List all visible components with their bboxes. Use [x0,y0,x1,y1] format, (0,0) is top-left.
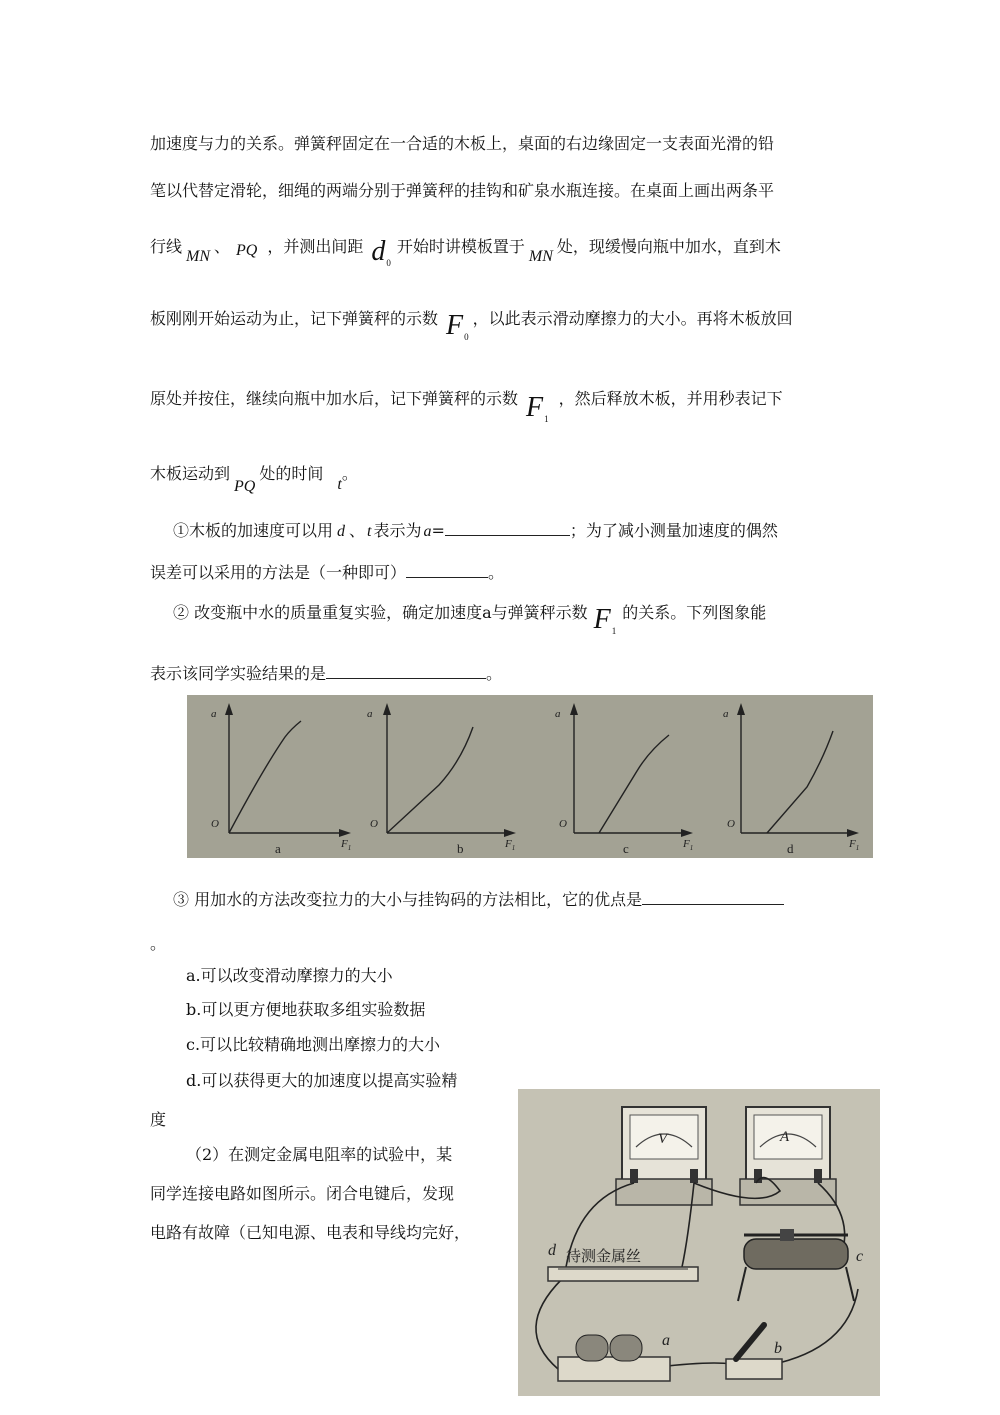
axis-x-label: $F_1$ [683,838,694,852]
text: 处，现缓慢向瓶中加水，直到木 [556,237,781,256]
graph-label: c [623,841,629,856]
question-3-line-2: 。 [150,934,167,953]
math-d: d [371,236,386,267]
text: ③ 用加水的方法改变拉力的大小与挂钩码的方法相比，它的优点是 [173,890,643,909]
math-f1 [594,604,617,635]
math-f: F [446,310,464,341]
math-f0 [446,310,469,341]
axis-y-label: a [367,708,373,720]
origin-label: O [211,818,219,830]
graph-label: b [457,841,464,856]
math-mn: MN [186,248,211,265]
point-d-label: d [548,1242,556,1259]
text: 处的时间 [259,464,324,483]
point-c-label: c [856,1248,864,1265]
axis-x-label: $F_1$ [505,838,516,852]
graph-a [211,703,351,856]
text: 行线 [150,237,183,256]
math-f: F [593,604,611,635]
axis-y-label: a [723,708,729,720]
option-d-continuation: 度 [150,1110,167,1129]
curve-a [229,721,301,833]
math-mn: MN [528,248,553,265]
text: 。 [488,563,505,582]
graph-panel [187,695,873,858]
text: 、 [349,521,366,540]
paragraph-line-6 [150,463,358,495]
point-b-label: b [774,1340,782,1357]
text: 表示该同学实验结果的是 [150,664,327,683]
answer-blank-advantage[interactable] [642,890,784,905]
question-2-line-1 [173,599,767,636]
text: 板刚刚开始运动为止，记下弹簧秤的示数 [150,309,439,328]
question-2-line-2 [150,663,502,685]
math-d: d [337,523,346,540]
math-f: F [526,392,544,423]
text: ①木板的加速度可以用 [173,521,334,540]
math-a: a [423,523,432,540]
paragraph-line-2: 笔以代替定滑轮，细绳的两端分别于弹簧秤的挂钩和矿泉水瓶连接。在桌面上画出两条平 [150,181,775,200]
axis-y-label: a [211,708,217,720]
graph-b [367,703,516,856]
subscript: 0 [386,258,391,268]
axis-y-label: a [555,708,561,720]
circuit-photo [518,1089,880,1396]
switch [726,1325,782,1379]
text: 表示为 [373,521,422,540]
question-1-line-1 [173,520,778,543]
option-b: b.可以更方便地获取多组实验数据 [186,1000,426,1019]
math-pq: PQ [234,478,256,495]
text: ，以此表示滑动摩擦力的大小。再将木板放回 [472,309,793,328]
part2-line-1: （2）在测定金属电阻率的试验中，某 [186,1145,453,1164]
origin-label: O [559,818,567,830]
answer-blank-acceleration[interactable] [445,521,570,536]
subscript: 1 [544,414,549,424]
paragraph-line-3 [150,233,781,266]
text: 。 [486,664,503,683]
question-3-line-1 [173,889,784,911]
circuit-svg [518,1089,880,1396]
part2-line-3: 电路有故障（已知电源、电表和导线均完好， [150,1223,471,1242]
axis-x-label: $F_1$ [849,838,860,852]
battery [558,1332,670,1381]
question-1-line-2 [150,562,504,584]
part2-line-2: 同学连接电路如图所示。闭合电键后，发现 [150,1184,455,1203]
text: 开始时讲模板置于 [396,237,525,256]
graph-label: a [275,841,281,856]
text: 原处并按住，继续向瓶中加水后，记下弹簧秤的示数 [150,389,519,408]
graph-d [723,703,859,856]
math-t: t [367,523,372,540]
text: 的关系。下列图象能 [622,603,767,622]
curve-d [767,731,833,833]
text: ，然后释放木板，并用秒表记下 [558,389,783,408]
subscript: 0 [464,332,469,342]
graph-label: d [787,841,794,856]
answer-blank-method[interactable] [406,563,488,578]
curve-b [387,727,473,833]
math-t: t [337,476,342,493]
text: ，并测出间距 [267,237,364,256]
metal-wire-label: 待测金属丝 [566,1249,642,1265]
voltmeter-label: V [658,1131,668,1147]
text: 误差可以采用的方法是（一种即可） [150,563,407,582]
ammeter-label: A [780,1129,790,1145]
origin-label: O [727,818,735,830]
answer-blank-graph[interactable] [326,664,486,679]
text: = [431,521,445,540]
text: 。 [341,464,358,483]
origin-label: O [370,818,378,830]
point-a-label: a [662,1332,670,1349]
voltmeter [616,1107,712,1205]
paragraph-line-5 [150,385,783,424]
graphs-svg [187,695,873,858]
paragraph-line-4 [150,305,793,342]
math-pq: PQ [236,242,258,259]
option-d: d.可以获得更大的加速度以提高实验精 [186,1071,458,1090]
paragraph-line-1: 加速度与力的关系。弹簧秤固定在一合适的木板上，桌面的右边缘固定一支表面光滑的铅 [150,134,775,153]
curve-c [599,735,669,833]
graph-c [555,703,693,856]
math-d0 [371,236,391,267]
option-a: a.可以改变滑动摩擦力的大小 [186,966,393,985]
text: 、 [214,237,231,256]
option-c: c.可以比较精确地测出摩擦力的大小 [186,1035,441,1054]
subscript: 1 [611,626,617,636]
text: ② 改变瓶中水的质量重复实验，确定加速度a与弹簧秤示数 [173,603,588,622]
ammeter [740,1107,836,1205]
text: 木板运动到 [150,464,231,483]
math-f1 [526,392,549,423]
axis-x-label: $F_1$ [341,838,352,852]
text: ；为了减小测量加速度的偶然 [569,521,778,540]
